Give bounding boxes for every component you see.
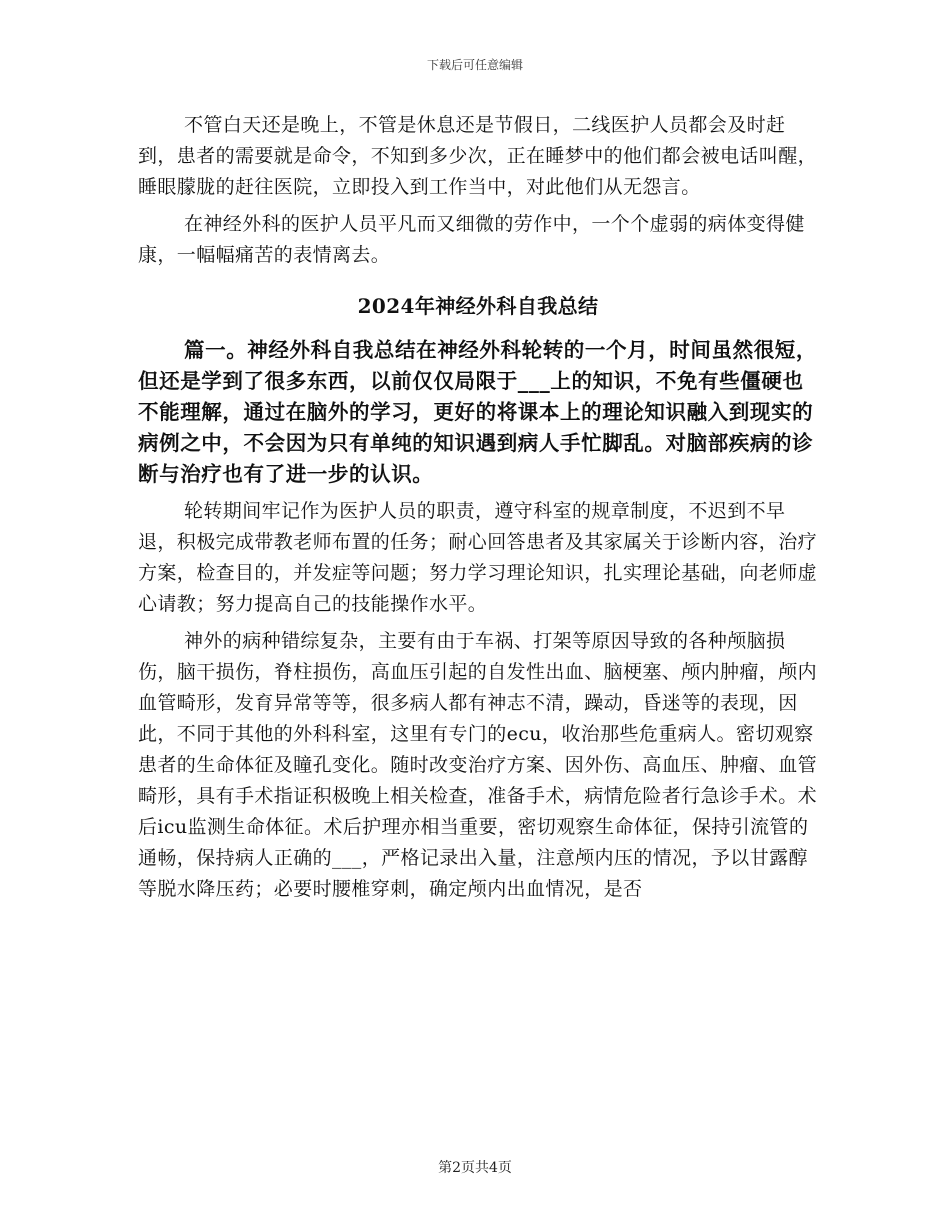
section-title: 2024年神经外科自我总结 — [357, 294, 599, 318]
paragraph-1: 不管白天还是晚上，不管是休息还是节假日，二线医护人员都会及时赶到，患者的需要就是命令，不知到多少次，正在睡梦中的他们都会被电话叫醒，睡眼朦胧的赶往医院，立即投入到工作当中，对此他们从无怨言。 — [138, 114, 818, 198]
paragraph-4: 轮转期间牢记作为医护人员的职责，遵守科室的规章制度，不迟到不早退，积极完成带教老师布置的任务；耐心回答患者及其家属关于诊断内容，治疗方案，检查目的，并发症等问题；努力学习理论知识，扎实理论基础，向老师虚心请教；努力提高自己的技能操作水平。 — [138, 500, 818, 615]
page-header: 下载后可任意编辑 — [426, 58, 523, 72]
page-footer: 第2页共4页 — [438, 1160, 512, 1176]
paragraph-2: 在神经外科的医护人员平凡而又细微的劳作中，一个个虚弱的病体变得健康，一幅幅痛苦的表情离去。 — [138, 213, 805, 266]
paragraph-5: 神外的病种错综复杂，主要有由于车祸、打架等原因导致的各种颅脑损伤，脑干损伤，脊柱损伤，高血压引起的自发性出血、脑梗塞、颅内肿瘤，颅内血管畸形，发育异常等等，很多病人都有神志不清，躁动，昏迷等的表现，因此，不同于其他的外科科室，这里有专门的ecu，收治那些危重病人。密切观察患者的生命体征及瞳孔变化。随时改变治疗方案、因外伤、高血压、肿瘤、血管畸形，具有手术指证积极晚上相关检查，准备手术，病情危险者行急诊手术。术后icu监测生命体征。术后护理亦相当重要，密切观察生命体征，保持引流管的通畅，保持病人正确的___，严格记录出入量，注意颅内压的情况，予以甘露醇等脱水降压药；必要时腰椎穿刺，确定颅内出血情况，是否 — [138, 630, 818, 900]
document-body — [138, 110, 818, 905]
paragraph-3-bold: 篇一。神经外科自我总结在神经外科轮转的一个月，时间虽然很短，但还是学到了很多东西，以前仅仅局限于___上的知识，不免有些僵硬也不能理解，通过在脑外的学习，更好的将课本上的理论知识融入到现实的病例之中，不会因为只有单纯的知识遇到病人手忙脚乱。对脑部疾病的诊断与治疗也有了进一步的认识。 — [138, 338, 817, 486]
